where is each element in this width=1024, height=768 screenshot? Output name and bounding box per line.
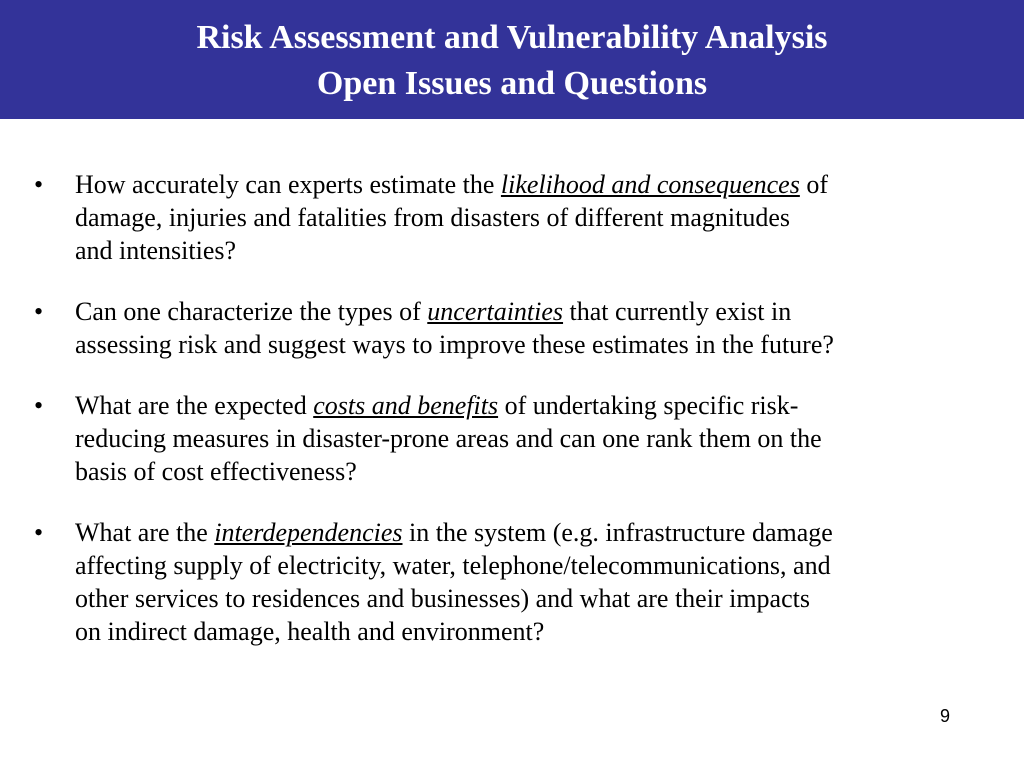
bullet-item xyxy=(0,389,1024,488)
bullet-text: of undertaking specific risk- xyxy=(498,391,799,420)
bullet-line xyxy=(75,549,1024,582)
bullet-text: reducing measures in disaster-prone areas and can one rank them on the xyxy=(75,424,822,453)
bullet-icon: • xyxy=(34,518,44,547)
bullet-line xyxy=(75,168,1024,201)
bullet-text: other services to residences and businesses) and what are their impacts xyxy=(75,584,810,613)
bullet-text: that currently exist in xyxy=(563,297,792,326)
bullet-icon: • xyxy=(34,391,44,420)
slide-title: Risk Assessment and Vulnerability Analysis xyxy=(196,19,828,56)
bullet-line xyxy=(75,615,1024,648)
bullet-text: affecting supply of electricity, water, telephone/telecommunications, and xyxy=(75,551,831,580)
bullet-icon: • xyxy=(34,170,44,199)
emphasized-text: costs and benefits xyxy=(313,391,499,420)
bullet-text: in the system (e.g. infrastructure damage xyxy=(402,518,833,547)
bullet-line xyxy=(75,328,1024,361)
emphasized-text: interdependencies xyxy=(214,518,403,547)
slide-header xyxy=(0,0,1024,119)
slide-subtitle: Open Issues and Questions xyxy=(316,65,708,102)
bullet-line xyxy=(75,455,1024,488)
bullet-text: What are the xyxy=(75,518,215,547)
bullet-list xyxy=(0,168,1024,676)
bullet-text: of xyxy=(799,170,829,199)
bullet-text: basis of cost effectiveness? xyxy=(75,457,357,486)
bullet-text: What are the expected xyxy=(75,391,314,420)
bullet-text: damage, injuries and fatalities from disasters of different magnitudes xyxy=(75,203,791,232)
bullet-line xyxy=(75,582,1024,615)
bullet-line xyxy=(75,516,1024,549)
bullet-text: Can one characterize the types of xyxy=(75,297,428,326)
bullet-text: assessing risk and suggest ways to improve these estimates in the future? xyxy=(75,330,834,359)
bullet-item xyxy=(0,168,1024,267)
bullet-icon: • xyxy=(34,297,44,326)
bullet-text: on indirect damage, health and environment? xyxy=(75,617,545,646)
page-number: 9 xyxy=(940,706,951,726)
emphasized-text: likelihood and consequences xyxy=(500,170,800,199)
bullet-item xyxy=(0,516,1024,648)
bullet-text: and intensities? xyxy=(75,236,237,265)
bullet-line xyxy=(75,295,1024,328)
bullet-line xyxy=(75,422,1024,455)
emphasized-text: uncertainties xyxy=(427,297,564,326)
bullet-line xyxy=(75,234,1024,267)
bullet-line xyxy=(75,389,1024,422)
bullet-item xyxy=(0,295,1024,361)
bullet-line xyxy=(75,201,1024,234)
bullet-text: How accurately can experts estimate the xyxy=(75,170,501,199)
